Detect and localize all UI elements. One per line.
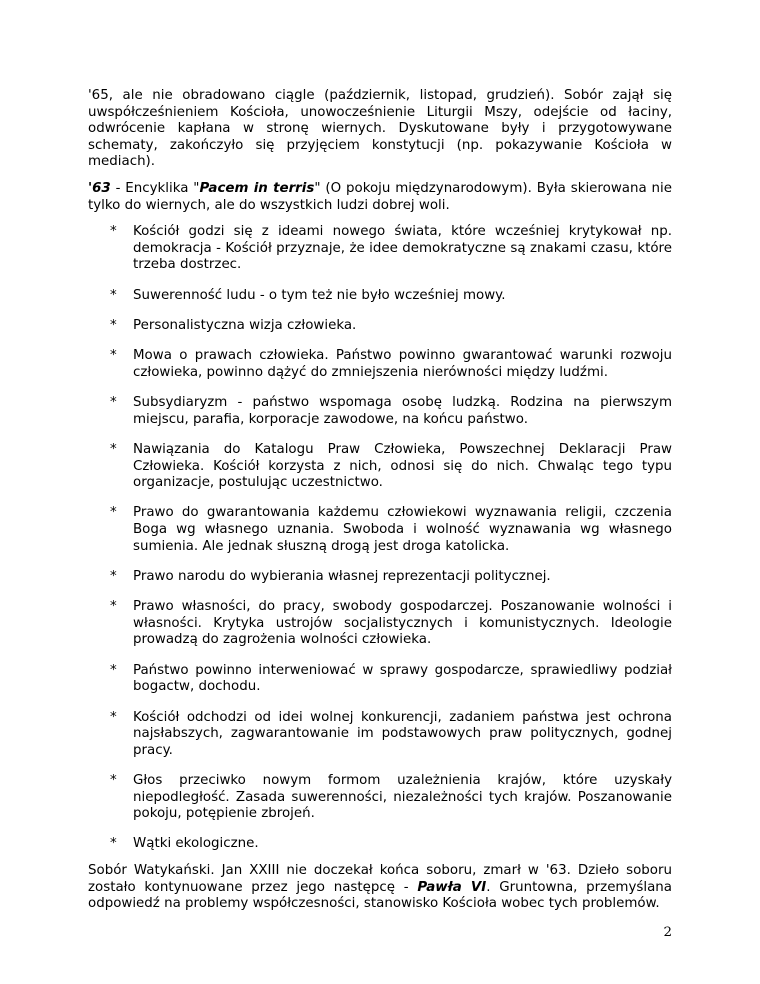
bullet-list <box>88 224 672 853</box>
list-item-text: Kościół godzi się z ideami nowego świata, które wcześniej krytykował np. demokracja - Kościół przyznaje, że idee demokratyczne są znakami czasu, które trzeba dostrzec. <box>133 224 672 273</box>
intro-paragraph: '65, ale nie obradowano ciągle (październik, listopad, grudzień). Sobór zajął się uwspółcześnieniem Kościoła, unowocześnienie Liturgii Mszy, odejście od łaciny, odwrócenie kapłana w stronę wiernych. Dyskutowane były i przygotowywane schematy, zakończyło się przyjęciem konstytucji (np. pokazywanie Kościoła w mediach). <box>88 88 672 170</box>
bullet-marker: * <box>110 505 117 521</box>
list-item-text: Nawiązania do Katalogu Praw Człowieka, Powszechnej Deklaracji Praw Człowieka. Kościół korzysta z nich, odnosi się do nich. Chwaląc tego typu organizacje, postulując uczestnictwo. <box>133 441 672 491</box>
list-item <box>88 663 672 696</box>
list-item <box>88 773 672 823</box>
closing-paragraph <box>88 863 672 913</box>
list-item-text: Prawo narodu do wybierania własnej reprezentacji politycznej. <box>133 568 551 584</box>
bullet-marker: * <box>110 224 117 240</box>
page-number: 2 <box>663 925 672 940</box>
list-item-text: Państwo powinno interweniować w sprawy gospodarcze, sprawiedliwy podział bogactw, dochodu. <box>133 662 672 695</box>
encyclical-title: Pacem in terris <box>199 180 315 196</box>
list-item <box>88 442 672 492</box>
bullet-marker: * <box>110 709 117 725</box>
list-item-text: Prawo własności, do pracy, swobody gospodarczej. Poszanowanie wolności i własności. Krytyka ustrojów socjalistycznych i komunistycznych. Ideologie prowadzą do zagrożenia wolności człowieka. <box>133 599 672 648</box>
encyclical-dash: - Encyklika " <box>110 180 200 196</box>
list-item <box>88 599 672 649</box>
list-item-text: Suwerenność ludu - o tym też nie było wcześniej mowy. <box>133 287 506 303</box>
encyclical-paragraph <box>88 181 672 214</box>
closing-name: Pawła VI <box>417 879 487 895</box>
list-item <box>88 318 672 335</box>
bullet-marker: * <box>110 395 117 411</box>
list-item <box>88 288 672 305</box>
bullet-marker: * <box>110 568 117 584</box>
list-item <box>88 836 672 853</box>
encyclical-year: '63 <box>88 180 111 196</box>
list-item <box>88 348 672 381</box>
list-item <box>88 505 672 555</box>
list-item-text: Mowa o prawach człowieka. Państwo powinno gwarantować warunki rozwoju człowieka, powinno dążyć do zmniejszenia nierówności między ludźmi. <box>133 348 672 380</box>
bullet-marker: * <box>110 317 117 333</box>
list-item-text: Głos przeciwko nowym formom uzależnienia krajów, które uzyskały niepodległość. Zasada suwerenności, niezależności tych krajów. Poszanowanie pokoju, potępienie zbrojeń. <box>133 772 672 822</box>
bullet-marker: * <box>110 599 117 615</box>
bullet-marker: * <box>110 348 117 364</box>
closing-text-after: . Gruntowna, przemyślana odpowiedź na problemy współczesności, stanowisko Kościoła wobec tych problemów. <box>88 879 673 912</box>
bullet-marker: * <box>110 662 117 678</box>
list-item <box>88 710 672 760</box>
list-item-text: Wątki ekologiczne. <box>133 836 259 852</box>
list-item-text: Prawo do gwarantowania każdemu człowiekowi wyznawania religii, czczenia Boga wg własnego uznania. Swoboda i wolność wyznawania wg własnego sumienia. Ale jednak słuszną drogą jest droga katolicka. <box>133 505 672 554</box>
list-item-text: Subsydiaryzm - państwo wspomaga osobę ludzką. Rodzina na pierwszym miejscu, parafia, korporacje zawodowe, na końcu państwo. <box>133 395 672 427</box>
bullet-marker: * <box>110 287 117 303</box>
closing-text-before: Sobór Watykański. Jan XXIII nie doczekał końca soboru, zmarł w '63. Dzieło soboru zostało kontynuowane przez jego następcę - <box>88 863 672 895</box>
list-item <box>88 569 672 586</box>
list-item-text: Kościół odchodzi od idei wolnej konkurencji, zadaniem państwa jest ochrona najsłabszych, zagwarantowanie im podstawowych praw politycznych, godnej pracy. <box>133 709 672 758</box>
encyclical-rest: " (O pokoju międzynarodowym). Była skierowana nie tylko do wiernych, ale do wszystkich ludzi dobrej woli. <box>88 180 672 213</box>
list-item-text: Personalistyczna wizja człowieka. <box>133 317 357 333</box>
page-content <box>88 88 672 913</box>
bullet-marker: * <box>110 836 117 852</box>
list-item <box>88 395 672 428</box>
bullet-marker: * <box>110 772 117 788</box>
list-item <box>88 224 672 274</box>
bullet-marker: * <box>110 441 117 457</box>
